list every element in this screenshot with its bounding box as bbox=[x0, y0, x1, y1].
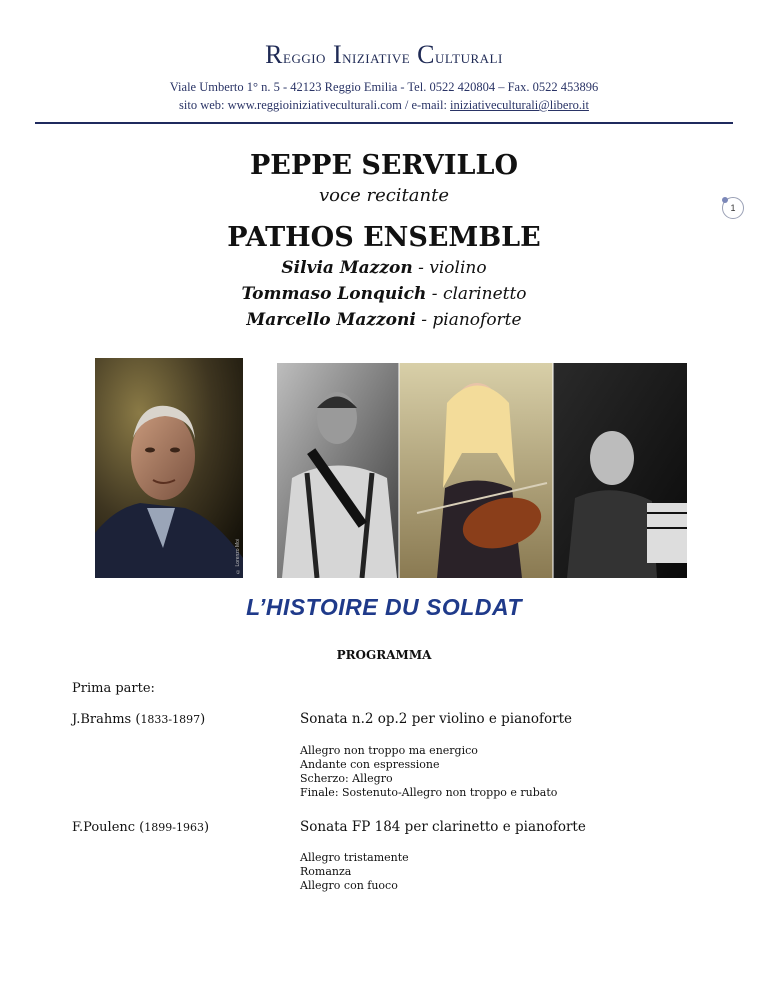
ensemble-photo bbox=[277, 363, 687, 578]
org-word: INIZIATIVE bbox=[332, 40, 411, 69]
movement-list bbox=[300, 851, 409, 893]
movement-item: Finale: Sostenuto-Allegro non troppo e rubato bbox=[300, 786, 558, 799]
show-title: L’HISTOIRE DU SOLDAT bbox=[246, 594, 522, 620]
performer-name: PEPPE SERVILLO bbox=[249, 150, 519, 181]
header-divider bbox=[35, 122, 733, 124]
org-word: CULTURALI bbox=[417, 40, 503, 69]
email-link[interactable]: iniziativeculturali@libero.it bbox=[450, 98, 589, 112]
member-instrument: - pianoforte bbox=[415, 310, 522, 330]
composer-years: 1899-1963 bbox=[144, 821, 204, 834]
composer-name: F.Poulenc (1899-1963) bbox=[72, 820, 210, 835]
movement-list bbox=[300, 744, 557, 800]
movement-item: Allegro non troppo ma energico bbox=[300, 744, 478, 757]
movement-item: Romanza bbox=[300, 865, 352, 878]
performer-role: voce recitante bbox=[319, 185, 449, 206]
ensemble-member bbox=[0, 284, 768, 304]
member-instrument: - clarinetto bbox=[426, 284, 527, 304]
member-instrument: - violino bbox=[412, 258, 487, 278]
ensemble-member bbox=[0, 258, 768, 278]
member-name: Tommaso Lonquich bbox=[241, 284, 427, 304]
part-label: Prima parte: bbox=[72, 681, 155, 696]
organization-name bbox=[0, 40, 768, 70]
movement-item: Andante con espressione bbox=[300, 758, 440, 771]
photo-credit: © Lorenzo Moi bbox=[235, 539, 241, 574]
composer-name: J.Brahms (1833-1897) bbox=[72, 712, 206, 727]
movement-item: Allegro con fuoco bbox=[300, 879, 398, 892]
website-text: sito web: www.reggioiniziativeculturali.com / e-mail: bbox=[179, 98, 451, 112]
movement-item: Allegro tristamente bbox=[300, 851, 409, 864]
ensemble-member bbox=[0, 310, 768, 330]
work-title: Sonata n.2 op.2 per violino e pianoforte bbox=[300, 711, 572, 727]
org-word: REGGIO bbox=[265, 40, 326, 69]
composer-years: 1833-1897 bbox=[140, 713, 201, 726]
program-heading: PROGRAMMA bbox=[336, 648, 432, 662]
ensemble-name: PATHOS ENSEMBLE bbox=[227, 222, 541, 253]
page-number-badge: 1 bbox=[722, 197, 744, 219]
performer-photo bbox=[95, 358, 243, 578]
contact-line bbox=[0, 98, 768, 113]
work-title: Sonata FP 184 per clarinetto e pianoforte bbox=[300, 819, 586, 835]
member-name: Silvia Mazzon bbox=[281, 258, 413, 278]
member-name: Marcello Mazzoni bbox=[246, 310, 416, 330]
movement-item: Scherzo: Allegro bbox=[300, 772, 393, 785]
address-line: Viale Umberto 1° n. 5 - 42123 Reggio Emilia - Tel. 0522 420804 – Fax. 0522 453896 bbox=[169, 80, 599, 94]
